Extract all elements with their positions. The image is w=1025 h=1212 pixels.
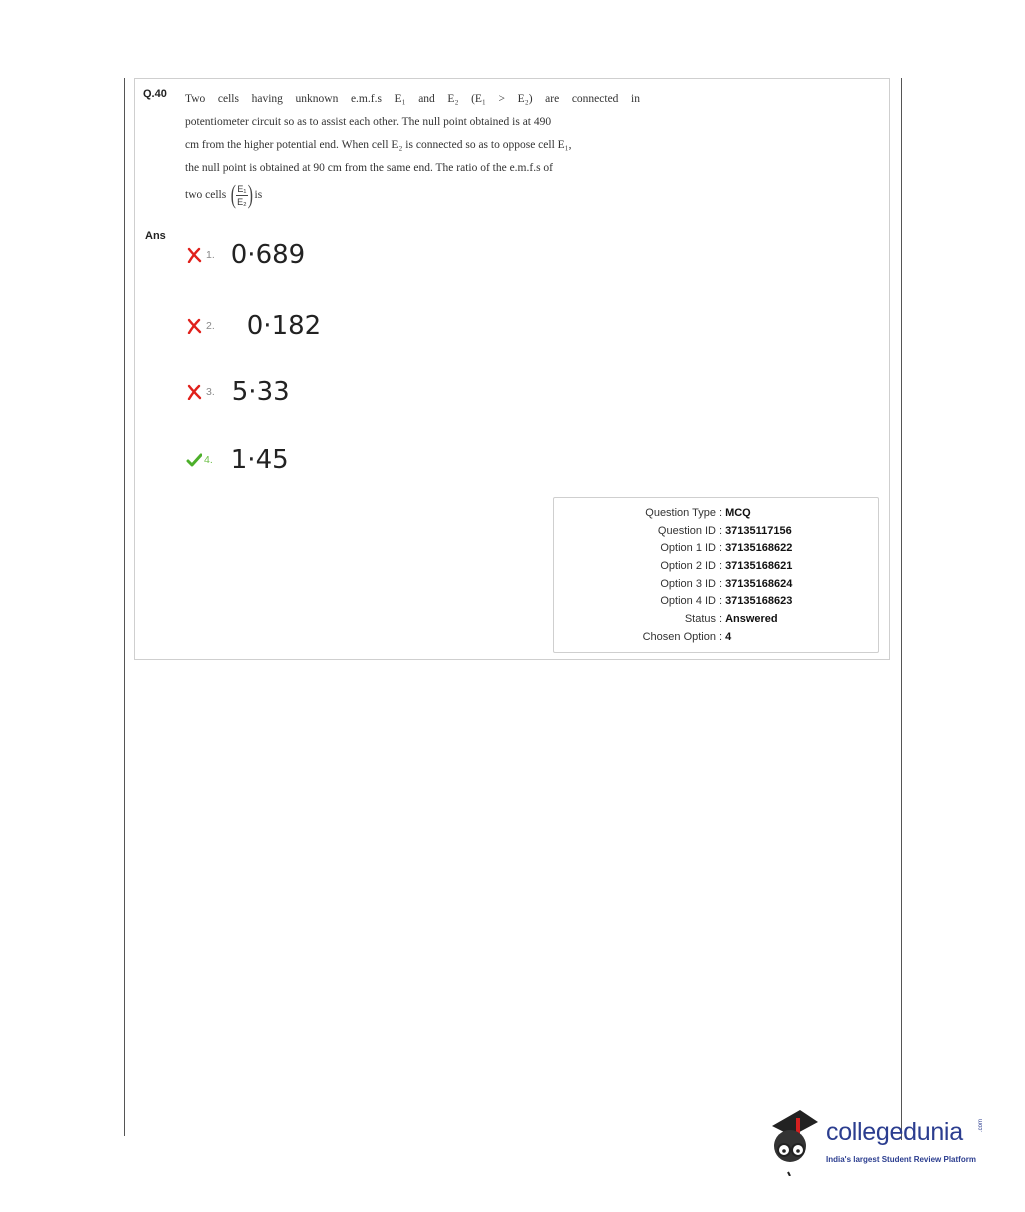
question-line: the null point is obtained at 90 cm from the same end. The ratio of the e.m.f.s of [185,162,554,174]
option-value: 5·33 [231,377,290,407]
option-1 [186,240,305,270]
detail-label: Question ID [657,525,716,537]
question-line: potentiometer circuit so as to assist each other. The null point obtained is at 490 [185,116,552,128]
collegedunia-brand [766,1104,996,1184]
detail-label: Question Type [645,507,716,519]
left-margin-rule [124,78,125,1136]
detail-value: 4 [725,631,732,643]
detail-row: Option 2 ID : 37135168621 [554,557,792,575]
option-value: 0·182 [246,311,322,341]
question-number: Q.40 [143,88,167,100]
detail-label: Option 4 ID [660,595,716,607]
brand-tagline: India's largest Student Review Platform [826,1155,976,1164]
ratio-numerator: E₁ [237,183,247,194]
check-icon [186,452,202,468]
detail-label: Status [684,613,716,625]
fraction-bar [236,195,248,196]
cross-icon [186,384,202,400]
right-margin-rule [901,78,902,1140]
answer-label: Ans [145,230,166,242]
fraction-stack [236,184,248,207]
detail-value: 37135117156 [725,525,792,537]
cross-icon [186,247,202,263]
option-4 [186,445,289,475]
brand-name: collegedunia [826,1118,963,1146]
ratio-denominator: E₂ [237,196,247,207]
question-line: Two cells having unknown e.m.f.s E₁ and E₂ (E₁ > E₂) are connected in [185,93,640,105]
detail-row: Chosen Option : 4 [554,628,731,646]
mascot-logo-icon [766,1104,824,1176]
detail-row: Option 1 ID : 37135168622 [554,539,792,557]
detail-row: Status : Answered [554,610,778,628]
right-paren: ) [247,180,253,209]
option-value: 0·689 [230,240,306,270]
detail-value: 37135168624 [725,578,793,590]
detail-value: MCQ [725,507,751,519]
ratio-suffix: is [254,189,263,201]
detail-row: Option 4 ID : 37135168623 [554,592,792,610]
question-details-box [553,497,879,653]
ratio-expression [185,180,640,210]
ratio-prefix: two cells [185,189,227,201]
detail-label: Option 1 ID [660,542,716,554]
detail-value: Answered [725,613,778,625]
option-number: 4. [204,454,213,466]
detail-label: Chosen Option [642,631,716,643]
detail-label: Option 3 ID [660,578,716,590]
option-number: 3. [206,386,215,398]
option-3 [186,377,290,407]
left-paren: ( [230,180,237,209]
detail-row: Question Type : MCQ [554,504,751,522]
detail-value: 37135168621 [725,560,793,572]
detail-label: Option 2 ID [660,560,716,572]
option-number: 2. [206,320,215,332]
question-line: cm from the higher potential end. When cell E₂ is connected so as to oppose cell E₁, [185,139,572,151]
detail-value: 37135168622 [725,542,793,554]
option-value: 1·45 [230,445,289,475]
ratio-fraction [229,182,254,208]
detail-row: Option 3 ID : 37135168624 [554,575,792,593]
detail-row: Question ID : 37135117156 [554,522,792,540]
detail-value: 37135168623 [725,595,793,607]
brand-suffix: .com [978,1118,984,1132]
option-number: 1. [206,249,215,261]
question-text [185,88,640,210]
option-2 [186,311,321,341]
cross-icon [186,318,202,334]
